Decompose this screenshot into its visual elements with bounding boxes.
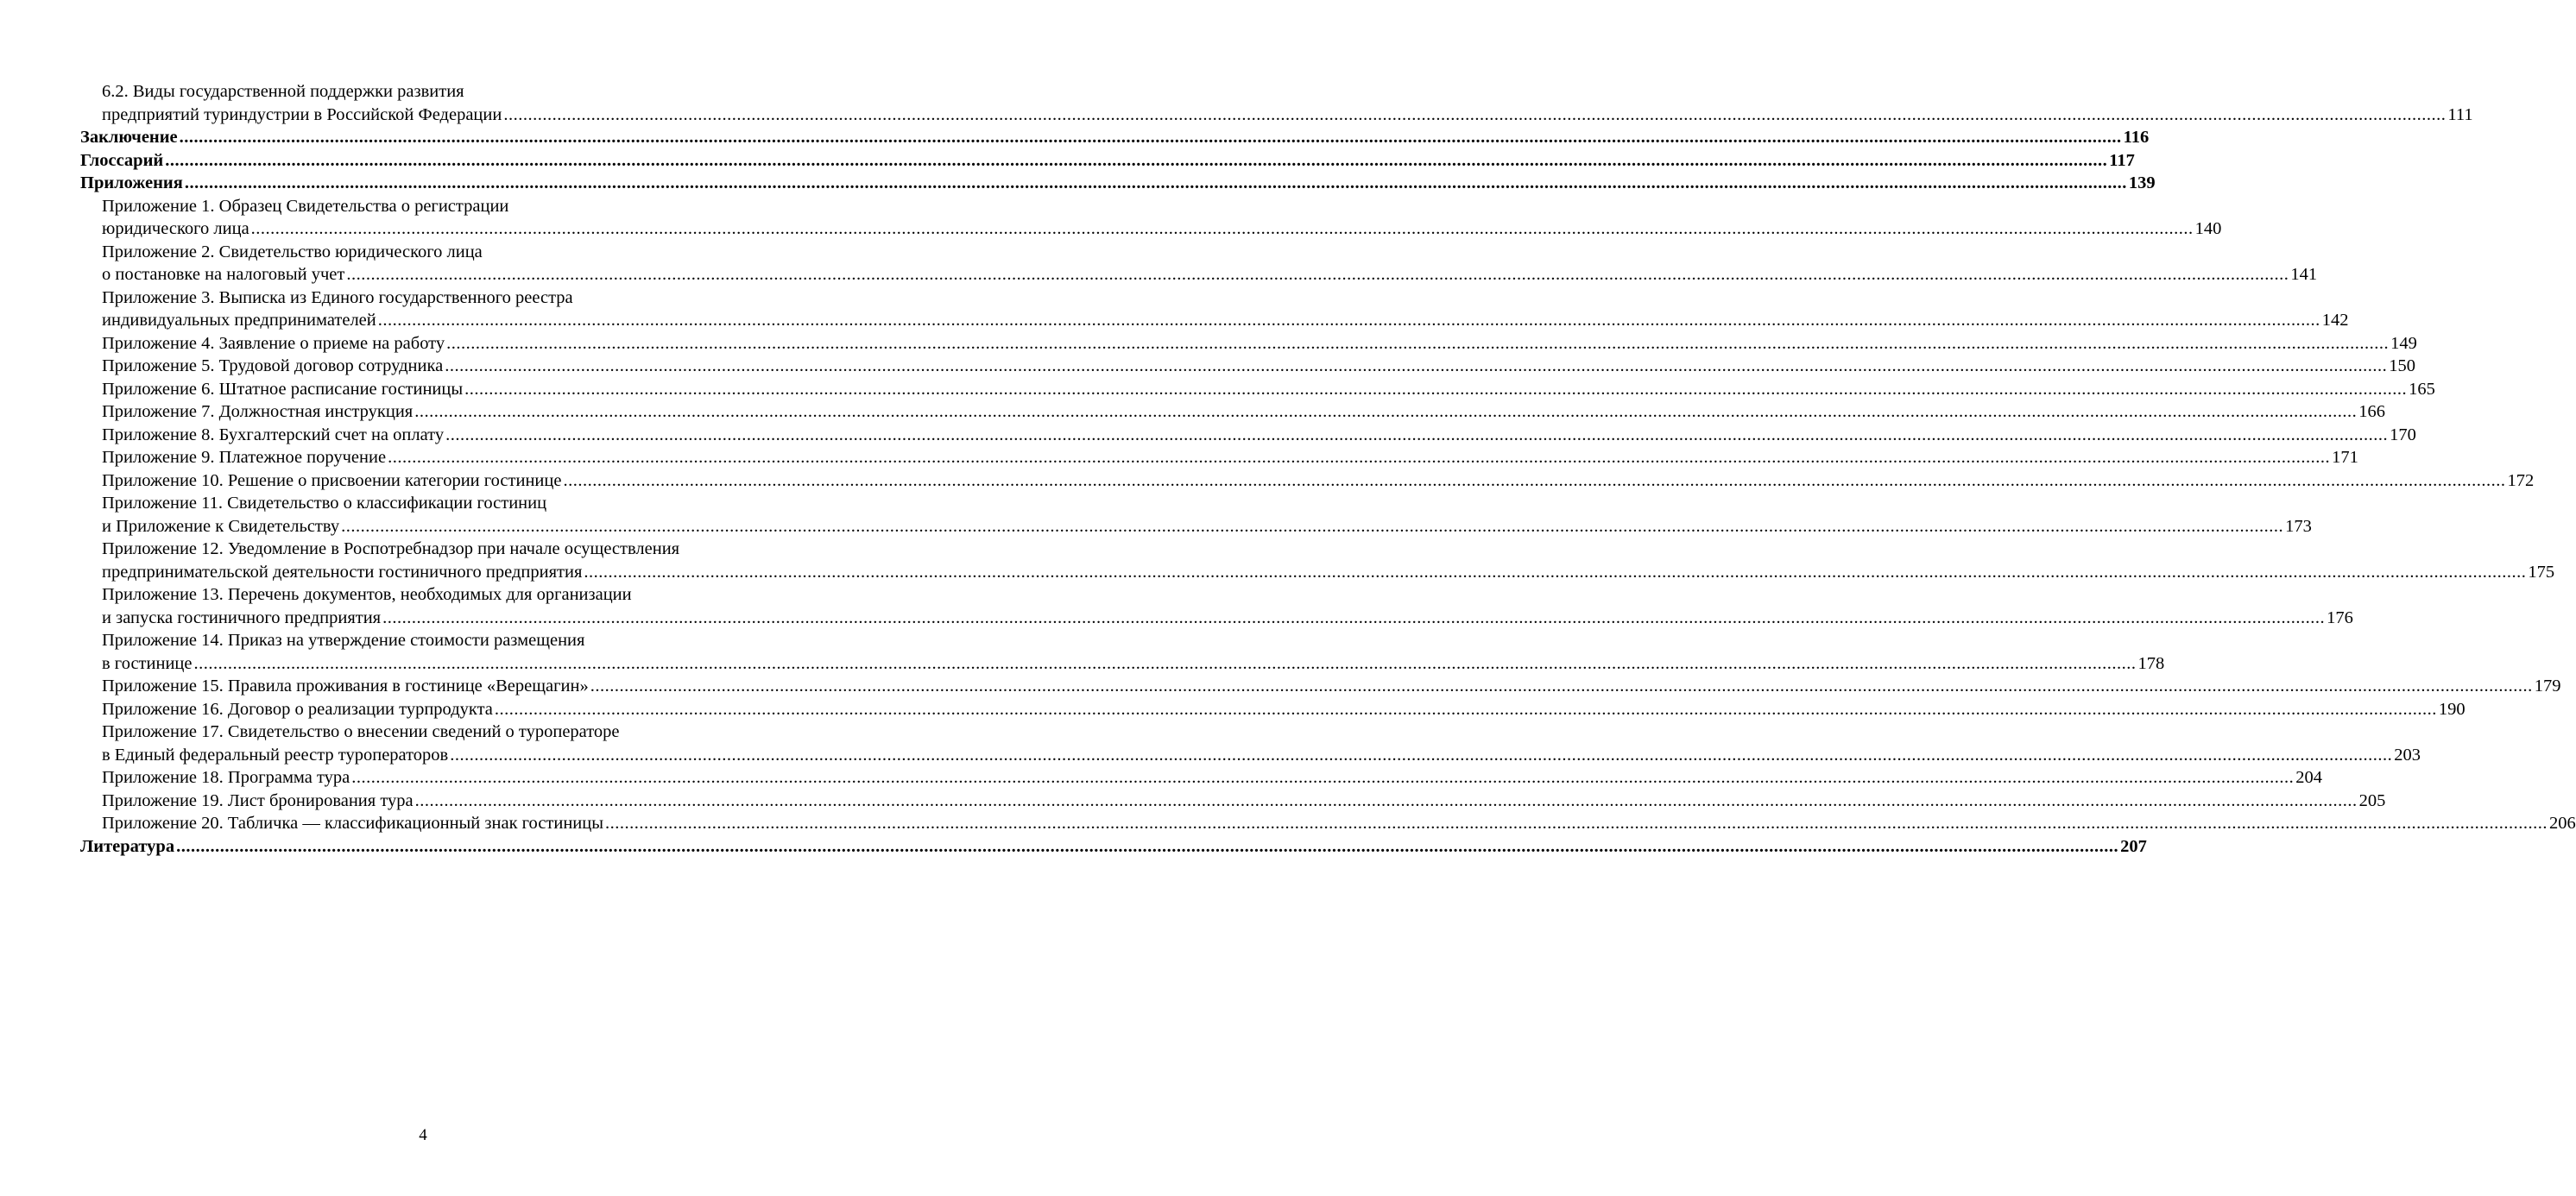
toc-entry-title: Приложение 4. Заявление о приеме на работу [102, 333, 445, 353]
toc-entry-page: 207 [2120, 836, 2147, 856]
toc-entry[interactable] [80, 241, 2318, 286]
toc-entry-page: 150 [2389, 356, 2415, 375]
dot-leader: ................................................................................................................................................................................................................................................................................................................................................................................................................ [414, 402, 2358, 421]
toc-entry[interactable] [80, 424, 2416, 447]
toc-entry-page: 166 [2358, 402, 2385, 421]
toc-entry-page: 165 [2409, 379, 2435, 399]
toc-entry-title: Приложения [80, 173, 183, 192]
toc-entry-title: Заключение [80, 128, 178, 147]
toc-entry-title: в гостинице [102, 653, 193, 673]
dot-leader: ................................................................................................................................................................................................................................................................................................................................................................................................................ [377, 311, 2320, 330]
toc-entry-title-line: Приложение 3. Выписка из Единого государственного реестра [102, 287, 573, 307]
toc-entry[interactable] [80, 492, 2312, 538]
toc-entry-page: 170 [2390, 425, 2416, 444]
toc-entry-page: 190 [2438, 699, 2466, 719]
dot-leader: ................................................................................................................................................................................................................................................................................................................................................................................................................ [193, 653, 2137, 673]
toc-entry-title: Приложение 6. Штатное расписание гостиницы [102, 379, 464, 399]
toc-entry[interactable] [80, 766, 2323, 790]
toc-entry-title: и Приложение к Свидетельству [102, 516, 340, 536]
toc-entry-page: 178 [2137, 653, 2165, 673]
dot-leader: ................................................................................................................................................................................................................................................................................................................................................................................................................ [445, 425, 2389, 444]
toc-entry-title: и запуска гостиничного предприятия [102, 607, 382, 627]
toc-entry[interactable] [80, 149, 2135, 173]
dot-leader: ................................................................................................................................................................................................................................................................................................................................................................................................................ [341, 516, 2284, 536]
page-number: 4 [419, 1126, 427, 1144]
dot-leader: ................................................................................................................................................................................................................................................................................................................................................................................................................ [176, 836, 2119, 856]
toc-entry[interactable] [80, 80, 2473, 126]
toc-entry-title: Приложение 5. Трудовой договор сотрудника [102, 356, 444, 375]
toc-entry-page: 140 [2194, 219, 2222, 238]
toc-entry-page: 139 [2128, 173, 2156, 192]
toc-entry-page: 117 [2109, 150, 2135, 170]
dot-leader: ................................................................................................................................................................................................................................................................................................................................................................................................................ [165, 150, 2108, 170]
dot-leader: ................................................................................................................................................................................................................................................................................................................................................................................................................ [584, 562, 2527, 582]
toc-entry-page: 116 [2123, 128, 2150, 147]
toc-entry-title: Приложение 19. Лист бронирования тура [102, 790, 414, 810]
dot-leader: ................................................................................................................................................................................................................................................................................................................................................................................................................ [445, 356, 2388, 375]
dot-leader: ................................................................................................................................................................................................................................................................................................................................................................................................................ [446, 333, 2390, 353]
dot-leader: ................................................................................................................................................................................................................................................................................................................................................................................................................ [450, 745, 2393, 765]
toc-entry-page: 203 [2394, 745, 2421, 765]
toc-entry-title-line: Приложение 13. Перечень документов, необходимых для организации [102, 585, 632, 604]
toc-entry-title-line: Приложение 11. Свидетельство о классификации гостиниц [102, 494, 547, 513]
toc-entry-title-line: Приложение 17. Свидетельство о внесении сведений о туроператоре [102, 722, 620, 741]
toc-entry-title-line: Приложение 12. Уведомление в Роспотребнадзор при начале осуществления [102, 539, 680, 558]
toc-entry-title: Приложение 15. Правила проживания в гостинице «Верещагин» [102, 677, 589, 696]
toc-entry[interactable] [80, 446, 2358, 469]
dot-leader: ................................................................................................................................................................................................................................................................................................................................................................................................................ [494, 699, 2437, 719]
dot-leader: ................................................................................................................................................................................................................................................................................................................................................................................................................ [414, 790, 2358, 810]
toc-entry[interactable] [80, 721, 2421, 766]
toc-entry-title-line: 6.2. Виды государственной поддержки развития [102, 82, 464, 101]
dot-leader: ................................................................................................................................................................................................................................................................................................................................................................................................................ [563, 470, 2506, 490]
toc-entry-title: о постановке на налоговый учет [102, 265, 345, 284]
toc-entry[interactable] [80, 538, 2555, 583]
toc-entry-page: 172 [2507, 470, 2535, 490]
toc-entry[interactable] [80, 286, 2349, 332]
dot-leader: ................................................................................................................................................................................................................................................................................................................................................................................................................ [250, 219, 2194, 238]
toc-entry-title: в Единый федеральный реестр туроператоров [102, 745, 449, 765]
toc-entry[interactable] [80, 629, 2165, 675]
toc-entry-page: 173 [2285, 516, 2312, 536]
toc-entry[interactable] [80, 790, 2386, 813]
toc-entry-title: юридического лица [102, 219, 249, 238]
toc-entry-page: 204 [2295, 768, 2323, 787]
toc-entry[interactable] [80, 355, 2415, 378]
toc-entry-page: 142 [2321, 311, 2349, 330]
toc-entry[interactable] [80, 332, 2417, 356]
toc-entry-title: предприятий туриндустрии в Российской Федерации [102, 104, 502, 124]
toc-entry[interactable] [80, 400, 2385, 424]
table-of-contents [80, 80, 2576, 858]
toc-entry-page: 206 [2549, 814, 2576, 833]
dot-leader: ................................................................................................................................................................................................................................................................................................................................................................................................................ [179, 128, 2122, 147]
toc-entry[interactable] [80, 583, 2353, 629]
toc-entry-page: 175 [2528, 562, 2555, 582]
dot-leader: ................................................................................................................................................................................................................................................................................................................................................................................................................ [605, 814, 2548, 833]
toc-entry-page: 149 [2390, 333, 2417, 353]
toc-entry-page: 176 [2327, 607, 2353, 627]
dot-leader: ................................................................................................................................................................................................................................................................................................................................................................................................................ [346, 265, 2289, 284]
toc-entry[interactable] [80, 126, 2150, 149]
dot-leader: ................................................................................................................................................................................................................................................................................................................................................................................................................ [184, 173, 2127, 192]
toc-entry-title-line: Приложение 1. Образец Свидетельства о регистрации [102, 196, 509, 216]
toc-entry-title: Приложение 16. Договор о реализации турпродукта [102, 699, 493, 719]
toc-entry[interactable] [80, 812, 2576, 835]
toc-entry[interactable] [80, 195, 2222, 241]
toc-entry-title: Приложение 8. Бухгалтерский счет на оплату [102, 425, 445, 444]
toc-entry[interactable] [80, 835, 2147, 859]
toc-entry-title: Литература [80, 836, 175, 856]
dot-leader: ................................................................................................................................................................................................................................................................................................................................................................................................................ [382, 607, 2326, 627]
toc-entry-title-line: Приложение 2. Свидетельство юридического лица [102, 242, 483, 261]
toc-entry-title: Приложение 18. Программа тура [102, 768, 350, 787]
toc-entry-title: предпринимательской деятельности гостиничного предприятия [102, 562, 583, 582]
dot-leader: ................................................................................................................................................................................................................................................................................................................................................................................................................ [590, 677, 2533, 696]
toc-entry-title: Глоссарий [80, 150, 164, 170]
dot-leader: ................................................................................................................................................................................................................................................................................................................................................................................................................ [503, 104, 2447, 124]
toc-entry-title: Приложение 7. Должностная инструкция [102, 402, 414, 421]
toc-entry-title: Приложение 9. Платежное поручение [102, 448, 387, 467]
toc-entry-page: 205 [2358, 790, 2386, 810]
toc-entry-page: 141 [2290, 265, 2318, 284]
toc-entry-title: Приложение 10. Решение о присвоении категории гостинице [102, 470, 562, 490]
toc-entry[interactable] [80, 172, 2156, 195]
toc-entry-title-line: Приложение 14. Приказ на утверждение стоимости размещения [102, 631, 585, 650]
dot-leader: ................................................................................................................................................................................................................................................................................................................................................................................................................ [351, 768, 2295, 787]
toc-entry[interactable] [80, 698, 2466, 721]
toc-entry-page: 179 [2534, 677, 2561, 696]
toc-entry-title: Приложение 20. Табличка — классификационный знак гостиницы [102, 814, 604, 833]
toc-entry[interactable] [80, 378, 2435, 401]
toc-entry-page: 171 [2332, 448, 2358, 467]
dot-leader: ................................................................................................................................................................................................................................................................................................................................................................................................................ [388, 448, 2331, 467]
toc-entry-title: индивидуальных предпринимателей [102, 311, 376, 330]
toc-entry-page: 111 [2447, 104, 2473, 124]
toc-entry[interactable] [80, 675, 2561, 698]
dot-leader: ................................................................................................................................................................................................................................................................................................................................................................................................................ [464, 379, 2408, 399]
toc-entry[interactable] [80, 469, 2535, 493]
